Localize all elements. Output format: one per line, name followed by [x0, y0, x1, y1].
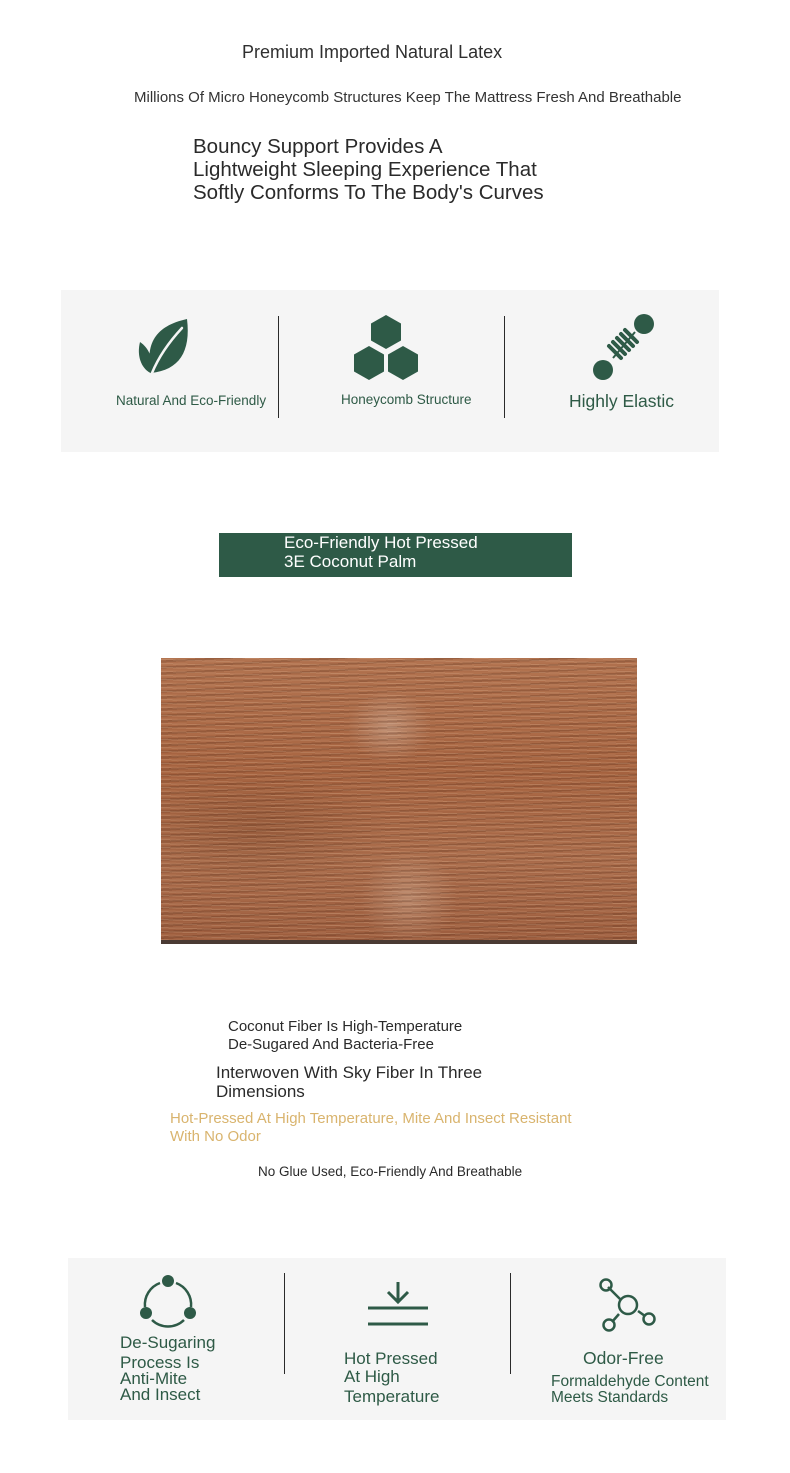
- spring-icon: [591, 312, 657, 382]
- fiber-line: Coconut Fiber Is High-Temperature: [228, 1018, 463, 1035]
- coconut-fiber-photo: [161, 658, 637, 944]
- banner-line: Eco-Friendly Hot Pressed: [284, 533, 478, 552]
- desugaring-line: Anti-Mite: [120, 1369, 188, 1388]
- feature-title-odor-free: Odor-Free: [583, 1348, 664, 1368]
- interwoven-line: Interwoven With Sky Fiber In Three: [216, 1063, 483, 1082]
- odor-free-line: Meets Standards: [551, 1389, 669, 1406]
- features-panel-top: [61, 290, 719, 452]
- coconut-palm-banner: [219, 533, 572, 577]
- feature-label-hot-pressed: [344, 1350, 439, 1405]
- description-line: Bouncy Support Provides A: [193, 135, 443, 158]
- fiber-line: De-Sugared And Bacteria-Free: [228, 1036, 434, 1053]
- hot-pressed-feature-line: Temperature: [344, 1387, 440, 1406]
- feature-label-natural: Natural And Eco-Friendly: [116, 393, 267, 408]
- interwoven-line: Dimensions: [216, 1082, 305, 1101]
- divider: [504, 316, 505, 418]
- feature-label-desugaring: [120, 1335, 215, 1403]
- divider: [510, 1273, 511, 1374]
- desugaring-line: Process Is: [120, 1353, 200, 1372]
- section-subtitle: Millions Of Micro Honeycomb Structures Keep The Mattress Fresh And Breathable: [134, 89, 682, 106]
- divider: [278, 316, 279, 418]
- section-description: [193, 135, 544, 204]
- fiber-description: [228, 1018, 462, 1054]
- desugaring-line: De-Sugaring: [120, 1333, 216, 1352]
- feature-label-elastic: Highly Elastic: [569, 391, 675, 411]
- features-panel-bottom: [68, 1258, 726, 1420]
- banner-line: 3E Coconut Palm: [284, 552, 417, 571]
- honeycomb-icon: [351, 313, 421, 383]
- hot-pressed-line: Hot-Pressed At High Temperature, Mite And Insect Resistant: [170, 1110, 572, 1127]
- molecule-icon: [598, 1278, 658, 1332]
- hot-pressed-feature-line: At High: [344, 1367, 400, 1386]
- feature-label-honeycomb: Honeycomb Structure: [341, 392, 472, 407]
- interwoven-description: [216, 1063, 482, 1101]
- description-line: Softly Conforms To The Body's Curves: [193, 181, 544, 204]
- hot-pressed-description: [170, 1110, 572, 1146]
- description-line: Lightweight Sleeping Experience That: [193, 158, 537, 181]
- divider: [284, 1273, 285, 1374]
- odor-free-line: Formaldehyde Content: [551, 1373, 709, 1390]
- hot-pressed-line: With No Odor: [170, 1128, 261, 1145]
- press-down-icon: [366, 1280, 430, 1328]
- section-title: Premium Imported Natural Latex: [242, 42, 503, 62]
- cycle-icon: [138, 1274, 198, 1330]
- hot-pressed-feature-line: Hot Pressed: [344, 1349, 438, 1368]
- no-glue-note: No Glue Used, Eco-Friendly And Breathable: [258, 1164, 523, 1179]
- leaf-icon: [137, 316, 193, 378]
- feature-label-odor-free: [551, 1374, 709, 1406]
- desugaring-line: And Insect: [120, 1385, 201, 1404]
